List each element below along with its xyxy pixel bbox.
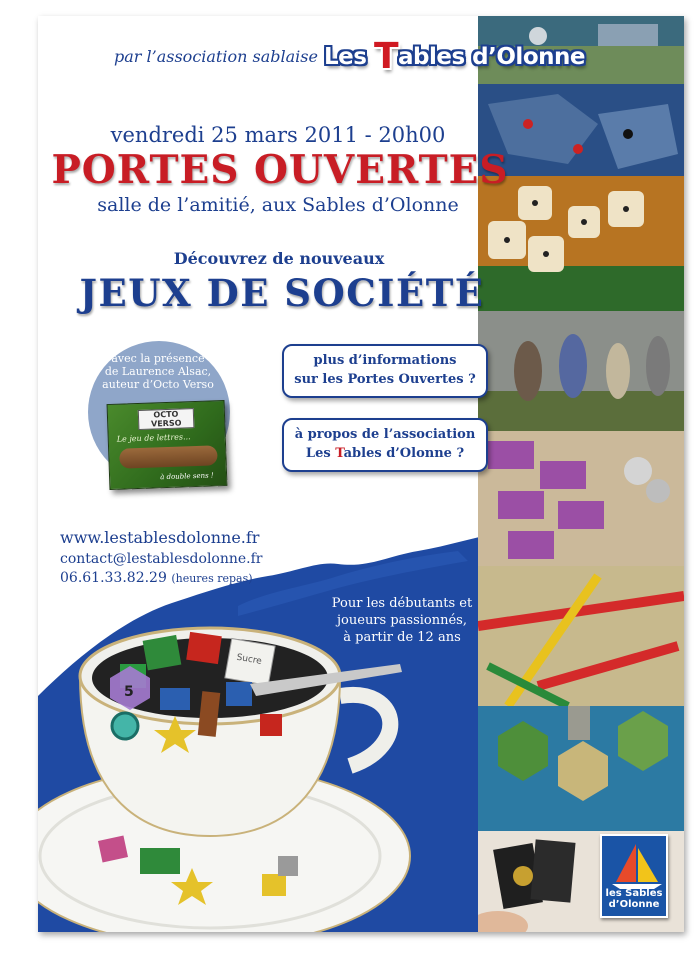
die-number: 5 xyxy=(124,684,134,700)
tables-dolonne-logo[interactable] xyxy=(324,32,585,77)
email-link[interactable]: contact@lestablesdolonne.fr xyxy=(60,551,263,567)
phone-line xyxy=(60,570,253,586)
photo-ticket-to-ride xyxy=(478,566,684,706)
book-wood-board xyxy=(119,445,218,468)
badge-line-1: les Sables xyxy=(605,888,663,899)
website-link[interactable]: www.lestablesdolonne.fr xyxy=(60,528,260,547)
about-line-2 xyxy=(306,444,464,463)
about-red-t: T xyxy=(335,446,344,461)
logo-big-t: T xyxy=(373,36,399,77)
book-logo xyxy=(138,408,195,430)
sables-dolonne-badge[interactable] xyxy=(600,834,668,918)
book-logo-line-2: VERSO xyxy=(150,418,182,429)
about-line-1: à propos de l’association xyxy=(294,427,476,442)
more-info-line-2: sur les Portes Ouvertes ? xyxy=(294,372,476,387)
audience-line-2: joueurs passionnés, xyxy=(337,613,467,628)
badge-line-2: d’Olonne xyxy=(608,899,660,910)
guest-line-2: de Laurence Alsac, xyxy=(104,365,212,378)
poster xyxy=(38,16,684,932)
guest-line-1: avec la présence xyxy=(111,352,205,365)
phone-note: (heures repas) xyxy=(171,572,253,585)
logo-les: Les xyxy=(324,44,374,70)
book-subtitle: Le jeu de lettres... xyxy=(116,432,191,444)
association-tagline: par l’association sablaise xyxy=(114,47,318,66)
sailboat-icon xyxy=(604,840,668,890)
audience-line-1: Pour les débutants et xyxy=(331,596,473,611)
logo-rest: ables d’Olonne xyxy=(398,44,585,70)
photo-figurines xyxy=(478,311,684,431)
event-place: salle de l’amitié, aux Sables d’Olonne xyxy=(97,194,459,216)
discover-heading: Découvrez de nouveaux xyxy=(173,249,385,268)
event-title: PORTES OUVERTES xyxy=(51,147,509,193)
photo-cards-purple xyxy=(478,431,684,566)
about-les: Les xyxy=(305,446,336,461)
audience-line-3: à partir de 12 ans xyxy=(343,630,461,645)
more-info-line-1: plus d’informations xyxy=(313,353,457,368)
badge-text xyxy=(602,888,666,910)
teacup-illustration xyxy=(38,606,440,932)
more-info-button[interactable] xyxy=(282,344,488,398)
phone-number: 06.61.33.82.29 xyxy=(60,570,167,586)
games-title: JEUX DE SOCIÉTÉ xyxy=(79,271,485,315)
sugar-label: Sucre xyxy=(235,652,263,667)
event-date: vendredi 25 mars 2011 - 20h00 xyxy=(110,123,446,147)
about-rest: ables d’Olonne ? xyxy=(343,446,465,461)
book-footer: à double sens ! xyxy=(159,471,214,482)
book-logo-line-1: OCTO xyxy=(153,409,179,420)
guest-text xyxy=(82,352,234,391)
about-association-button[interactable] xyxy=(282,418,488,472)
guest-line-3: auteur d’Octo Verso xyxy=(102,378,214,391)
photo-hex-board xyxy=(478,706,684,831)
octo-verso-book xyxy=(107,400,228,490)
